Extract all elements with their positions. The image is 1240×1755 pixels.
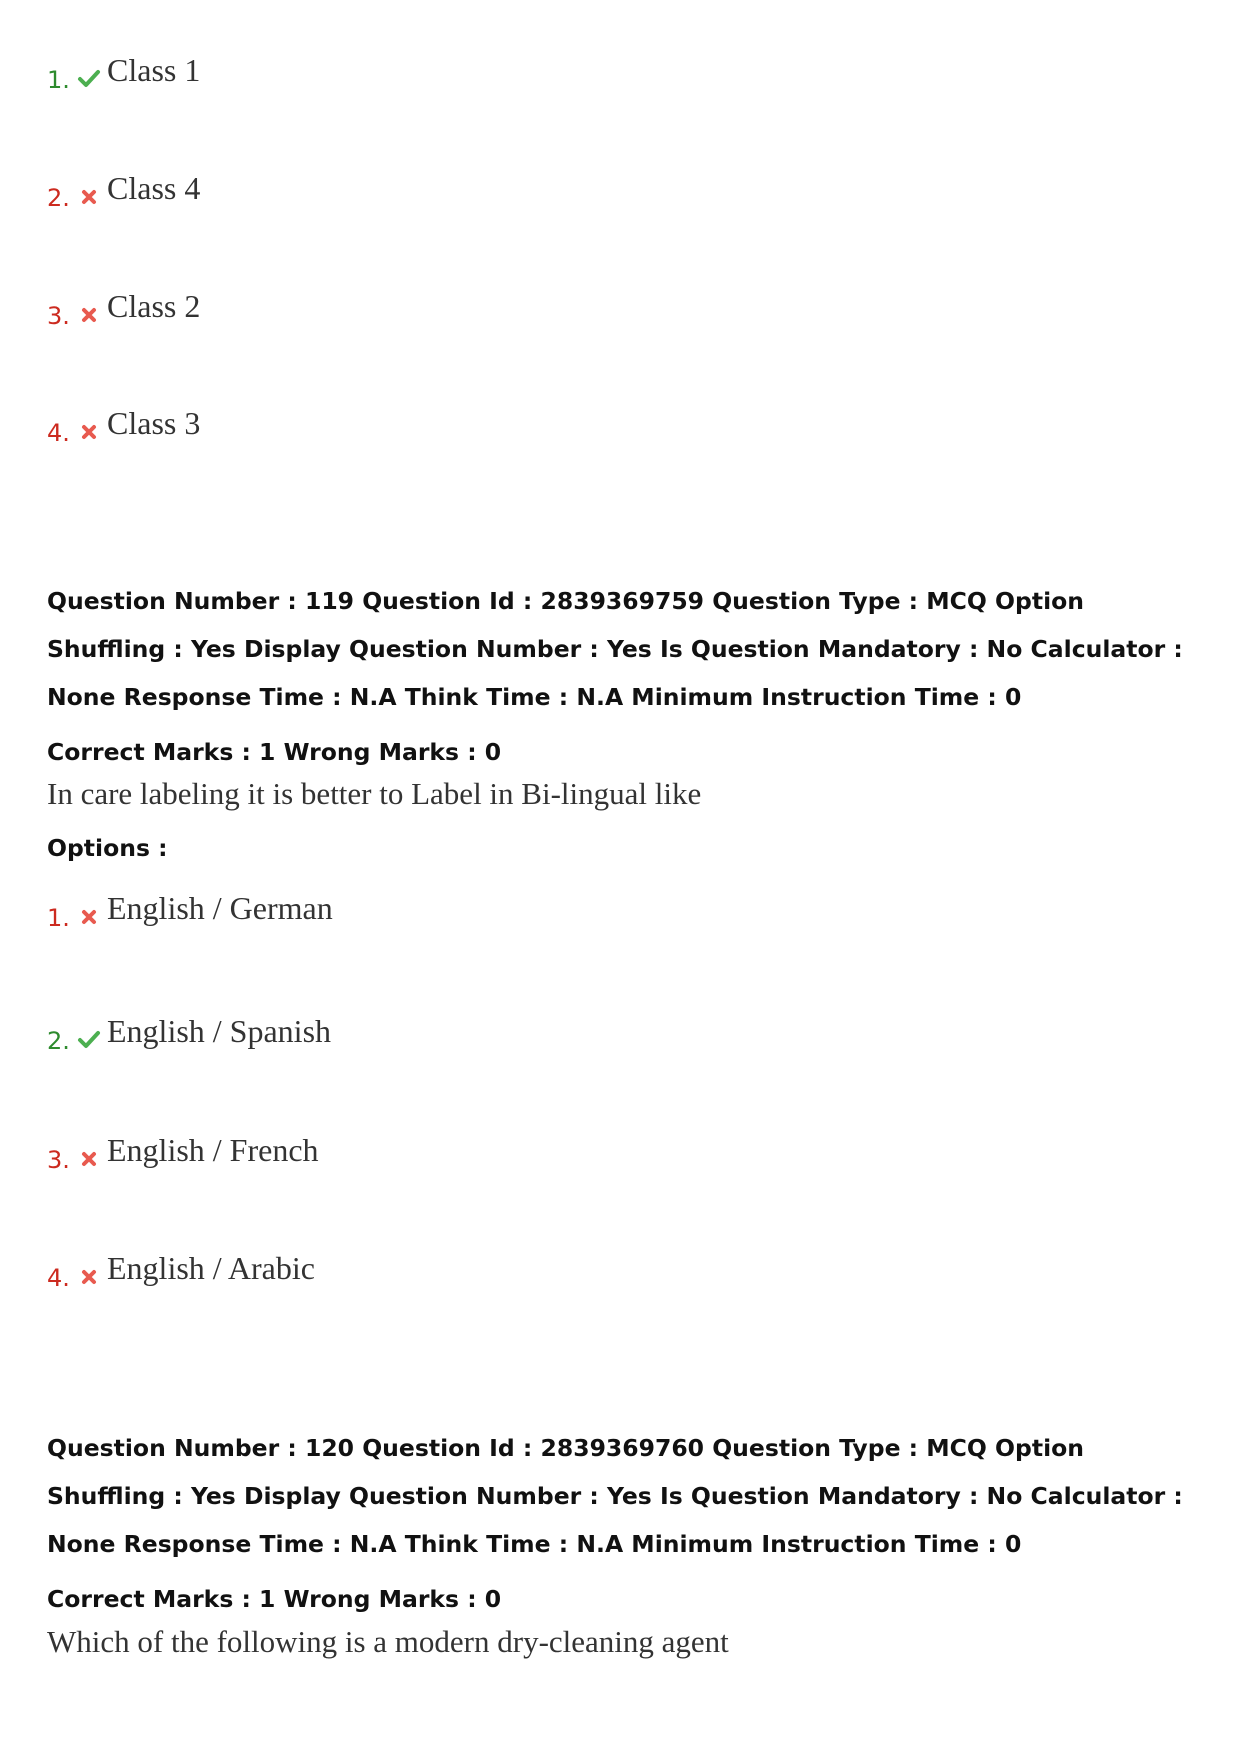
cross-icon [77,302,101,326]
check-icon [77,66,101,90]
option-number: 2. [47,1027,70,1055]
question-text: Which of the following is a modern dry-cleaning agent [47,1624,729,1659]
option-text: English / Spanish [107,1013,332,1049]
option-number: 2. [47,184,70,212]
cross-icon [77,1146,101,1170]
cross-icon [77,904,101,928]
marks-info: Correct Marks : 1 Wrong Marks : 0 [47,738,502,766]
question-meta: Question Number : 120 Question Id : 2839369760 Question Type : MCQ Option Shuffling : Yes Display Question Number : Yes Is Question Mandatory : No Calculator : None Response Time : N.A Think Time : N.A Minimum Instruction Time : 0 [47,1434,1183,1558]
cross-icon [77,419,101,443]
option-number: 3. [47,302,70,330]
option-text: English / French [107,1132,319,1168]
option-text: English / German [107,890,333,926]
options-label: Options : [47,834,168,862]
check-icon [77,1027,101,1051]
cross-icon [77,184,101,208]
option-text: English / Arabic [107,1250,315,1286]
question-meta: Question Number : 119 Question Id : 2839369759 Question Type : MCQ Option Shuffling : Yes Display Question Number : Yes Is Question Mandatory : No Calculator : None Response Time : N.A Think Time : N.A Minimum Instruction Time : 0 [47,587,1183,711]
cross-icon [77,1264,101,1288]
marks-info: Correct Marks : 1 Wrong Marks : 0 [47,1585,502,1613]
option-number: 1. [47,66,70,94]
option-text: Class 2 [107,288,201,324]
option-number: 3. [47,1146,70,1174]
option-text: Class 4 [107,170,201,206]
option-number: 4. [47,1264,70,1292]
option-number: 1. [47,904,70,932]
option-text: Class 3 [107,405,201,441]
option-text: Class 1 [107,52,201,88]
option-number: 4. [47,419,70,447]
question-text: In care labeling it is better to Label in Bi-lingual like [47,776,702,811]
